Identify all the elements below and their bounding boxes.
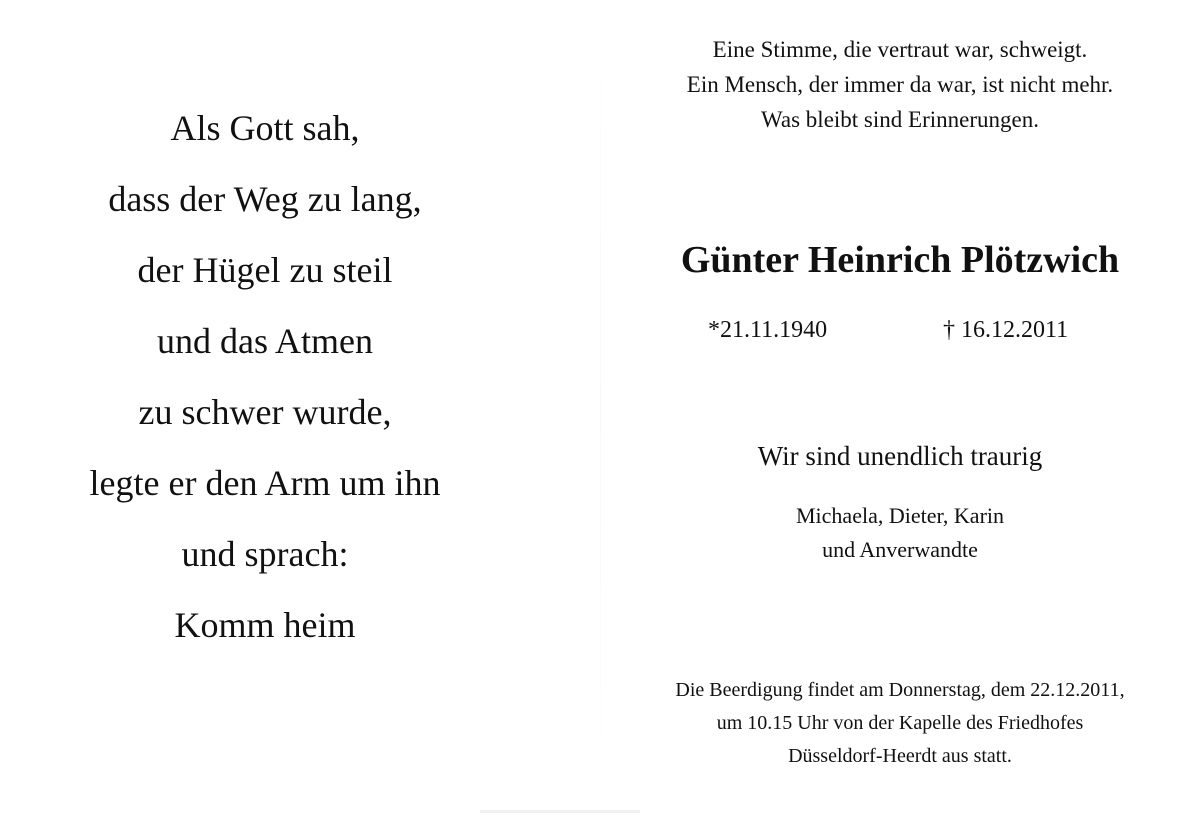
verse-line: Ein Mensch, der immer da war, ist nicht mehr. [686, 72, 1114, 97]
opening-verse [620, 32, 1180, 137]
signer-line: und Anverwandte [822, 537, 978, 562]
signers [620, 499, 1180, 567]
deceased-name: Günter Heinrich Plötzwich [680, 239, 1120, 281]
mourning-statement: Wir sind unendlich traurig [757, 441, 1043, 471]
verse-line: Eine Stimme, die vertraut war, schweigt. [712, 37, 1088, 62]
verse-line: Was bleibt sind Erinnerungen. [761, 107, 1039, 132]
birth-date: *21.11.1940 [708, 317, 828, 343]
card-fold [600, 0, 601, 817]
poem-line: der Hügel zu steil [137, 250, 393, 290]
poem-line: Als Gott sah, [170, 108, 360, 148]
announcement-panel [620, 0, 1180, 817]
poem-line: zu schwer wurde, [138, 392, 392, 432]
funeral-line: Die Beerdigung findet am Donnerstag, dem 22.12.2011, [675, 679, 1125, 701]
poem-line: legte er den Arm um ihn [89, 463, 441, 503]
poem-line: und sprach: [181, 534, 349, 574]
poem-line: dass der Weg zu lang, [108, 179, 422, 219]
death-date: † 16.12.2011 [943, 317, 1069, 343]
poem-line: Komm heim [174, 605, 356, 645]
poem-line: und das Atmen [157, 321, 373, 361]
signer-line: Michaela, Dieter, Karin [795, 503, 1005, 528]
funeral-notice [620, 674, 1180, 773]
funeral-line: um 10.15 Uhr von der Kapelle des Friedhofes [716, 712, 1084, 734]
poem [30, 100, 500, 668]
scan-shadow [480, 810, 640, 813]
funeral-line: Düsseldorf-Heerdt aus statt. [788, 745, 1012, 767]
